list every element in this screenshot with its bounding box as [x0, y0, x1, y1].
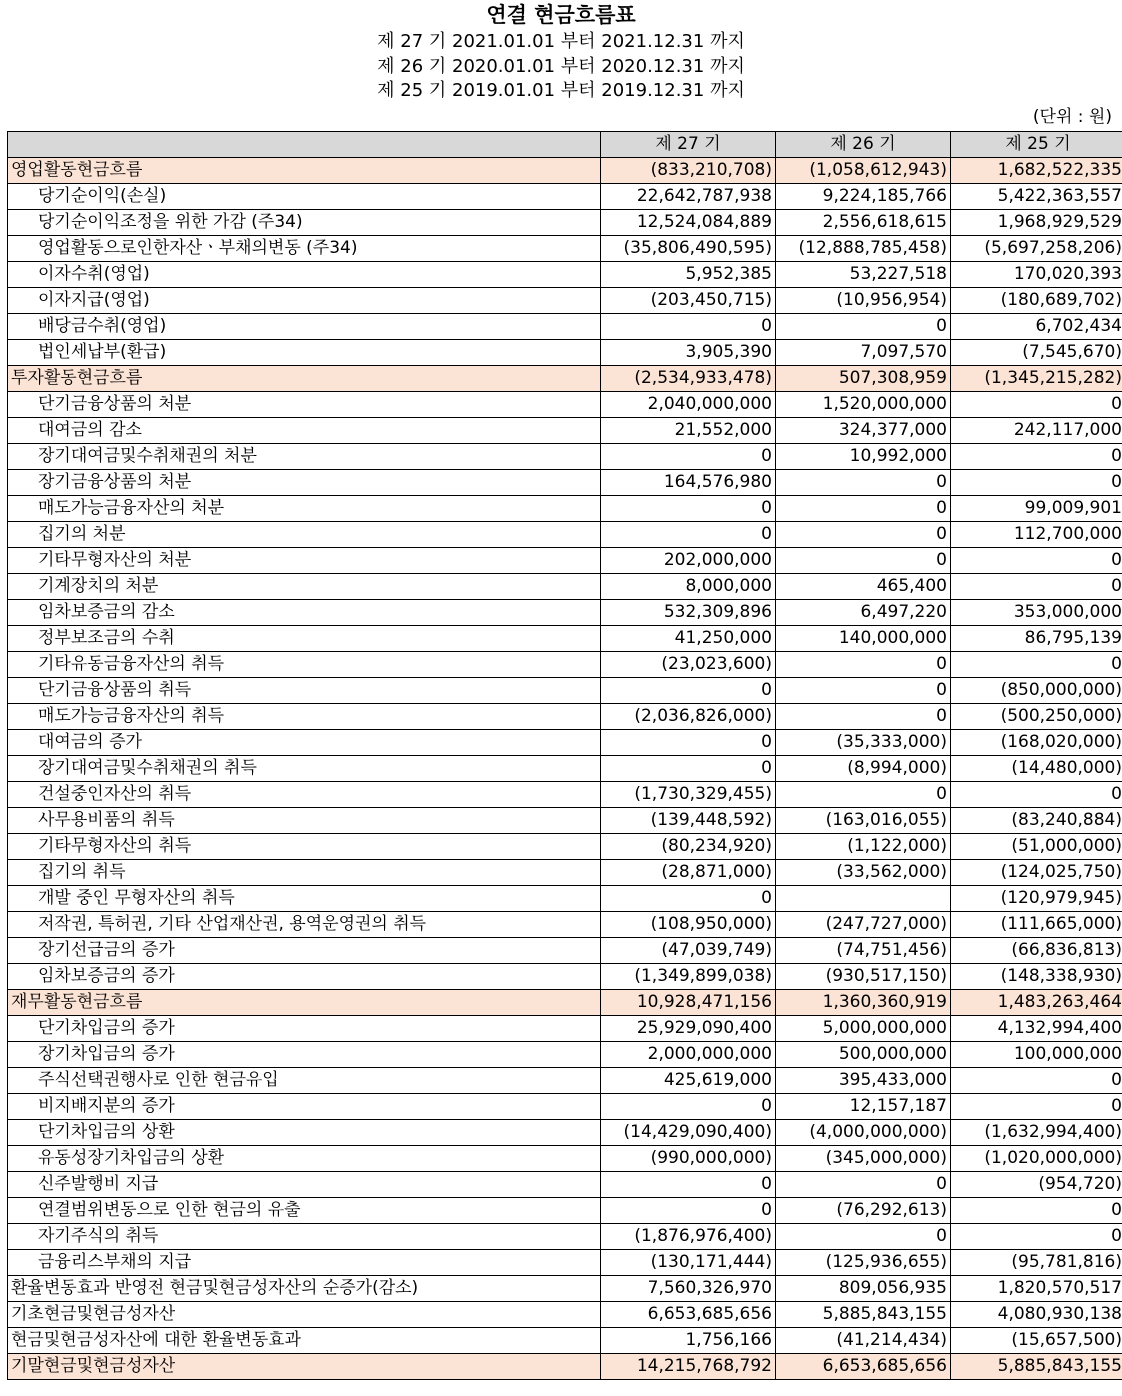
row-value-period-26: (35,333,000): [776, 729, 951, 755]
table-row: [8, 391, 1122, 417]
row-value-period-26: 1,360,360,919: [776, 989, 951, 1015]
table-row: [8, 755, 1122, 781]
row-value-period-26: 5,885,843,155: [776, 1301, 951, 1327]
row-value-period-26: 465,400: [776, 573, 951, 599]
row-value-period-25: 100,000,000: [951, 1041, 1122, 1067]
row-value-period-25: 86,795,139: [951, 625, 1122, 651]
table-row: [8, 1145, 1122, 1171]
section-row: [8, 365, 1122, 391]
row-value-period-26: (930,517,150): [776, 963, 951, 989]
row-value-period-25: 242,117,000: [951, 417, 1122, 443]
row-value-period-27: 3,905,390: [601, 339, 776, 365]
row-label: 금융리스부채의 지급: [8, 1249, 601, 1275]
table-row: [8, 313, 1122, 339]
row-value-period-25: 99,009,901: [951, 495, 1122, 521]
column-header-period-26: 제 26 기: [776, 131, 951, 157]
table-row: [8, 859, 1122, 885]
row-value-period-27: 12,524,084,889: [601, 209, 776, 235]
row-value-period-25: (15,657,500): [951, 1327, 1122, 1353]
row-value-period-26: 6,653,685,656: [776, 1353, 951, 1379]
row-value-period-25: (850,000,000): [951, 677, 1122, 703]
row-label: 현금및현금성자산에 대한 환율변동효과: [8, 1327, 601, 1353]
row-value-period-26: (12,888,785,458): [776, 235, 951, 261]
row-value-period-27: 8,000,000: [601, 573, 776, 599]
row-value-period-26: 0: [776, 1223, 951, 1249]
row-value-period-26: 12,157,187: [776, 1093, 951, 1119]
row-label: 저작권, 특허권, 기타 산업재산권, 용역운영권의 취득: [8, 911, 601, 937]
row-label: 법인세납부(환급): [8, 339, 601, 365]
table-row: [8, 729, 1122, 755]
row-value-period-25: (111,665,000): [951, 911, 1122, 937]
table-row: [8, 235, 1122, 261]
table-row: [8, 1015, 1122, 1041]
row-value-period-27: 532,309,896: [601, 599, 776, 625]
table-row: [8, 833, 1122, 859]
row-value-period-25: (168,020,000): [951, 729, 1122, 755]
row-label: 영업활동으로인한자산ㆍ부채의변동 (주34): [8, 235, 601, 261]
row-value-period-26: 500,000,000: [776, 1041, 951, 1067]
row-value-period-26: (10,956,954): [776, 287, 951, 313]
row-value-period-27: 0: [601, 495, 776, 521]
table-row: [8, 547, 1122, 573]
row-value-period-26: 1,520,000,000: [776, 391, 951, 417]
row-value-period-26: 0: [776, 547, 951, 573]
row-value-period-25: 0: [951, 573, 1122, 599]
row-value-period-27: (23,023,600): [601, 651, 776, 677]
unit-label: (단위 : 원): [1032, 106, 1112, 127]
column-header-account: [8, 131, 601, 157]
row-value-period-27: 2,000,000,000: [601, 1041, 776, 1067]
row-value-period-26: 0: [776, 651, 951, 677]
row-value-period-27: 0: [601, 1197, 776, 1223]
row-label: 단기금융상품의 처분: [8, 391, 601, 417]
row-value-period-25: (51,000,000): [951, 833, 1122, 859]
total-row: [8, 1353, 1122, 1379]
table-row: [8, 1197, 1122, 1223]
row-label: 연결범위변동으로 인한 현금의 유출: [8, 1197, 601, 1223]
row-value-period-25: 0: [951, 781, 1122, 807]
row-label: 임차보증금의 증가: [8, 963, 601, 989]
row-value-period-27: (203,450,715): [601, 287, 776, 313]
column-header-period-25: 제 25 기: [951, 131, 1122, 157]
period-line: 제 27 기 2021.01.01 부터 2021.12.31 까지: [377, 31, 745, 52]
row-value-period-25: (124,025,750): [951, 859, 1122, 885]
table-row: [8, 677, 1122, 703]
row-label: 개발 중인 무형자산의 취득: [8, 885, 601, 911]
table-row: [8, 1223, 1122, 1249]
row-value-period-25: (1,345,215,282): [951, 365, 1122, 391]
row-label: 기계장치의 처분: [8, 573, 601, 599]
row-value-period-27: 0: [601, 443, 776, 469]
row-value-period-27: (1,349,899,038): [601, 963, 776, 989]
row-value-period-25: 1,682,522,335: [951, 157, 1122, 183]
row-value-period-25: 0: [951, 1197, 1122, 1223]
row-value-period-26: (1,122,000): [776, 833, 951, 859]
row-value-period-27: (28,871,000): [601, 859, 776, 885]
row-value-period-27: (130,171,444): [601, 1249, 776, 1275]
row-value-period-25: (180,689,702): [951, 287, 1122, 313]
row-value-period-27: 0: [601, 729, 776, 755]
row-value-period-26: (163,016,055): [776, 807, 951, 833]
table-body: [8, 157, 1122, 1379]
row-value-period-25: 4,132,994,400: [951, 1015, 1122, 1041]
row-value-period-26: (247,727,000): [776, 911, 951, 937]
table-row: [8, 1249, 1122, 1275]
row-value-period-27: 202,000,000: [601, 547, 776, 573]
row-value-period-26: 140,000,000: [776, 625, 951, 651]
row-label: 투자활동현금흐름: [8, 365, 601, 391]
row-value-period-25: (83,240,884): [951, 807, 1122, 833]
row-value-period-27: (1,730,329,455): [601, 781, 776, 807]
row-value-period-25: 0: [951, 391, 1122, 417]
row-value-period-26: 53,227,518: [776, 261, 951, 287]
row-value-period-26: 0: [776, 313, 951, 339]
row-value-period-25: 353,000,000: [951, 599, 1122, 625]
cash-flow-table: [7, 131, 1122, 1380]
section-row: [8, 157, 1122, 183]
row-value-period-27: 14,215,768,792: [601, 1353, 776, 1379]
row-value-period-27: 0: [601, 1171, 776, 1197]
row-value-period-25: 0: [951, 651, 1122, 677]
row-value-period-26: (41,214,434): [776, 1327, 951, 1353]
row-label: 영업활동현금흐름: [8, 157, 601, 183]
row-value-period-27: 22,642,787,938: [601, 183, 776, 209]
row-label: 장기차입금의 증가: [8, 1041, 601, 1067]
row-value-period-26: 0: [776, 495, 951, 521]
row-value-period-26: (74,751,456): [776, 937, 951, 963]
row-value-period-25: 1,968,929,529: [951, 209, 1122, 235]
row-value-period-26: [776, 885, 951, 911]
row-label: 대여금의 감소: [8, 417, 601, 443]
column-header-period-27: 제 27 기: [601, 131, 776, 157]
row-value-period-25: 0: [951, 1223, 1122, 1249]
row-value-period-27: (108,950,000): [601, 911, 776, 937]
row-value-period-26: 5,000,000,000: [776, 1015, 951, 1041]
row-value-period-27: 164,576,980: [601, 469, 776, 495]
row-label: 매도가능금융자산의 취득: [8, 703, 601, 729]
period-line: 제 25 기 2019.01.01 부터 2019.12.31 까지: [377, 80, 745, 101]
table-row: [8, 183, 1122, 209]
table-row: [8, 599, 1122, 625]
row-value-period-27: 10,928,471,156: [601, 989, 776, 1015]
report-header: [0, 0, 1122, 104]
row-label: 재무활동현금흐름: [8, 989, 601, 1015]
row-value-period-25: 0: [951, 443, 1122, 469]
row-label: 이자수취(영업): [8, 261, 601, 287]
table-row: [8, 1041, 1122, 1067]
row-value-period-27: 425,619,000: [601, 1067, 776, 1093]
row-label: 환율변동효과 반영전 현금및현금성자산의 순증가(감소): [8, 1275, 601, 1301]
row-value-period-26: 2,556,618,615: [776, 209, 951, 235]
row-value-period-25: 6,702,434: [951, 313, 1122, 339]
row-value-period-25: 0: [951, 1067, 1122, 1093]
section-row: [8, 989, 1122, 1015]
row-label: 유동성장기차입금의 상환: [8, 1145, 601, 1171]
row-label: 매도가능금융자산의 처분: [8, 495, 601, 521]
period-line: 제 26 기 2020.01.01 부터 2020.12.31 까지: [377, 55, 745, 77]
row-value-period-26: (4,000,000,000): [776, 1119, 951, 1145]
table-row: [8, 1301, 1122, 1327]
row-value-period-26: 0: [776, 781, 951, 807]
table-row: [8, 807, 1122, 833]
row-value-period-27: (2,036,826,000): [601, 703, 776, 729]
row-value-period-26: 7,097,570: [776, 339, 951, 365]
row-label: 사무용비품의 취득: [8, 807, 601, 833]
row-label: 기타무형자산의 취득: [8, 833, 601, 859]
row-label: 주식선택권행사로 인한 현금유입: [8, 1067, 601, 1093]
row-value-period-27: (833,210,708): [601, 157, 776, 183]
row-value-period-27: 1,756,166: [601, 1327, 776, 1353]
table-header-row: [8, 131, 1122, 157]
row-value-period-25: (95,781,816): [951, 1249, 1122, 1275]
row-value-period-25: (148,338,930): [951, 963, 1122, 989]
table-row: [8, 495, 1122, 521]
row-value-period-25: 170,020,393: [951, 261, 1122, 287]
row-label: 당기순이익(손실): [8, 183, 601, 209]
row-label: 단기차입금의 상환: [8, 1119, 601, 1145]
row-value-period-26: 507,308,959: [776, 365, 951, 391]
table-row: [8, 1093, 1122, 1119]
row-value-period-25: 1,483,263,464: [951, 989, 1122, 1015]
table-row: [8, 911, 1122, 937]
row-value-period-27: 0: [601, 885, 776, 911]
table-row: [8, 469, 1122, 495]
row-label: 장기금융상품의 처분: [8, 469, 601, 495]
row-label: 기타무형자산의 처분: [8, 547, 601, 573]
row-value-period-25: (66,836,813): [951, 937, 1122, 963]
row-value-period-27: 0: [601, 755, 776, 781]
table-row: [8, 1067, 1122, 1093]
row-label: 기타유동금융자산의 취득: [8, 651, 601, 677]
row-value-period-25: (1,632,994,400): [951, 1119, 1122, 1145]
row-value-period-27: (35,806,490,595): [601, 235, 776, 261]
row-value-period-25: (1,020,000,000): [951, 1145, 1122, 1171]
row-value-period-27: 6,653,685,656: [601, 1301, 776, 1327]
row-value-period-26: (76,292,613): [776, 1197, 951, 1223]
row-value-period-26: (1,058,612,943): [776, 157, 951, 183]
table-row: [8, 1327, 1122, 1353]
row-value-period-25: 5,422,363,557: [951, 183, 1122, 209]
row-value-period-26: 324,377,000: [776, 417, 951, 443]
table-row: [8, 963, 1122, 989]
row-value-period-26: 0: [776, 677, 951, 703]
row-value-period-25: (120,979,945): [951, 885, 1122, 911]
table-row: [8, 443, 1122, 469]
row-label: 당기순이익조정을 위한 가감 (주34): [8, 209, 601, 235]
row-value-period-26: 9,224,185,766: [776, 183, 951, 209]
row-label: 기초현금및현금성자산: [8, 1301, 601, 1327]
row-value-period-25: 112,700,000: [951, 521, 1122, 547]
row-value-period-26: 0: [776, 521, 951, 547]
row-value-period-26: (8,994,000): [776, 755, 951, 781]
row-value-period-26: (345,000,000): [776, 1145, 951, 1171]
row-value-period-25: 1,820,570,517: [951, 1275, 1122, 1301]
row-value-period-26: 6,497,220: [776, 599, 951, 625]
row-value-period-27: 7,560,326,970: [601, 1275, 776, 1301]
row-value-period-27: 0: [601, 521, 776, 547]
row-value-period-25: 4,080,930,138: [951, 1301, 1122, 1327]
row-value-period-25: (14,480,000): [951, 755, 1122, 781]
row-value-period-27: 25,929,090,400: [601, 1015, 776, 1041]
table-row: [8, 1171, 1122, 1197]
row-label: 임차보증금의 감소: [8, 599, 601, 625]
table-row: [8, 703, 1122, 729]
row-value-period-27: 0: [601, 677, 776, 703]
row-value-period-26: 809,056,935: [776, 1275, 951, 1301]
table-row: [8, 1275, 1122, 1301]
row-value-period-26: (33,562,000): [776, 859, 951, 885]
row-value-period-26: 395,433,000: [776, 1067, 951, 1093]
table-row: [8, 573, 1122, 599]
row-value-period-27: (14,429,090,400): [601, 1119, 776, 1145]
row-value-period-27: 0: [601, 313, 776, 339]
row-label: 정부보조금의 수취: [8, 625, 601, 651]
row-value-period-25: (7,545,670): [951, 339, 1122, 365]
row-label: 장기대여금및수취채권의 취득: [8, 755, 601, 781]
row-value-period-27: (139,448,592): [601, 807, 776, 833]
row-value-period-25: 0: [951, 469, 1122, 495]
table-row: [8, 261, 1122, 287]
table-row: [8, 885, 1122, 911]
row-value-period-27: (1,876,976,400): [601, 1223, 776, 1249]
row-label: 단기금융상품의 취득: [8, 677, 601, 703]
row-label: 신주발행비 지급: [8, 1171, 601, 1197]
row-label: 대여금의 증가: [8, 729, 601, 755]
row-value-period-25: (5,697,258,206): [951, 235, 1122, 261]
row-value-period-27: 21,552,000: [601, 417, 776, 443]
row-value-period-25: 5,885,843,155: [951, 1353, 1122, 1379]
table-row: [8, 339, 1122, 365]
row-label: 배당금수취(영업): [8, 313, 601, 339]
row-label: 이자지급(영업): [8, 287, 601, 313]
table-row: [8, 417, 1122, 443]
table-row: [8, 781, 1122, 807]
table-row: [8, 287, 1122, 313]
row-value-period-27: (47,039,749): [601, 937, 776, 963]
row-value-period-27: 2,040,000,000: [601, 391, 776, 417]
row-value-period-25: 0: [951, 1093, 1122, 1119]
table-row: [8, 209, 1122, 235]
row-value-period-26: 0: [776, 1171, 951, 1197]
row-value-period-27: 5,952,385: [601, 261, 776, 287]
row-label: 집기의 처분: [8, 521, 601, 547]
table-row: [8, 521, 1122, 547]
row-label: 장기선급금의 증가: [8, 937, 601, 963]
row-label: 자기주식의 취득: [8, 1223, 601, 1249]
row-label: 장기대여금및수취채권의 처분: [8, 443, 601, 469]
row-value-period-27: (990,000,000): [601, 1145, 776, 1171]
row-value-period-25: (954,720): [951, 1171, 1122, 1197]
table-row: [8, 651, 1122, 677]
row-value-period-27: 0: [601, 1093, 776, 1119]
row-value-period-27: (2,534,933,478): [601, 365, 776, 391]
row-label: 단기차입금의 증가: [8, 1015, 601, 1041]
row-label: 건설중인자산의 취득: [8, 781, 601, 807]
table-row: [8, 625, 1122, 651]
row-value-period-27: (80,234,920): [601, 833, 776, 859]
row-value-period-27: 41,250,000: [601, 625, 776, 651]
row-value-period-26: 10,992,000: [776, 443, 951, 469]
row-value-period-26: 0: [776, 469, 951, 495]
table-row: [8, 1119, 1122, 1145]
table-row: [8, 937, 1122, 963]
row-value-period-25: (500,250,000): [951, 703, 1122, 729]
row-label: 비지배지분의 증가: [8, 1093, 601, 1119]
row-value-period-25: 0: [951, 547, 1122, 573]
report-title: 연결 현금흐름표: [486, 3, 636, 27]
row-value-period-26: (125,936,655): [776, 1249, 951, 1275]
row-label: 집기의 취득: [8, 859, 601, 885]
row-label: 기말현금및현금성자산: [8, 1353, 601, 1379]
row-value-period-26: 0: [776, 703, 951, 729]
